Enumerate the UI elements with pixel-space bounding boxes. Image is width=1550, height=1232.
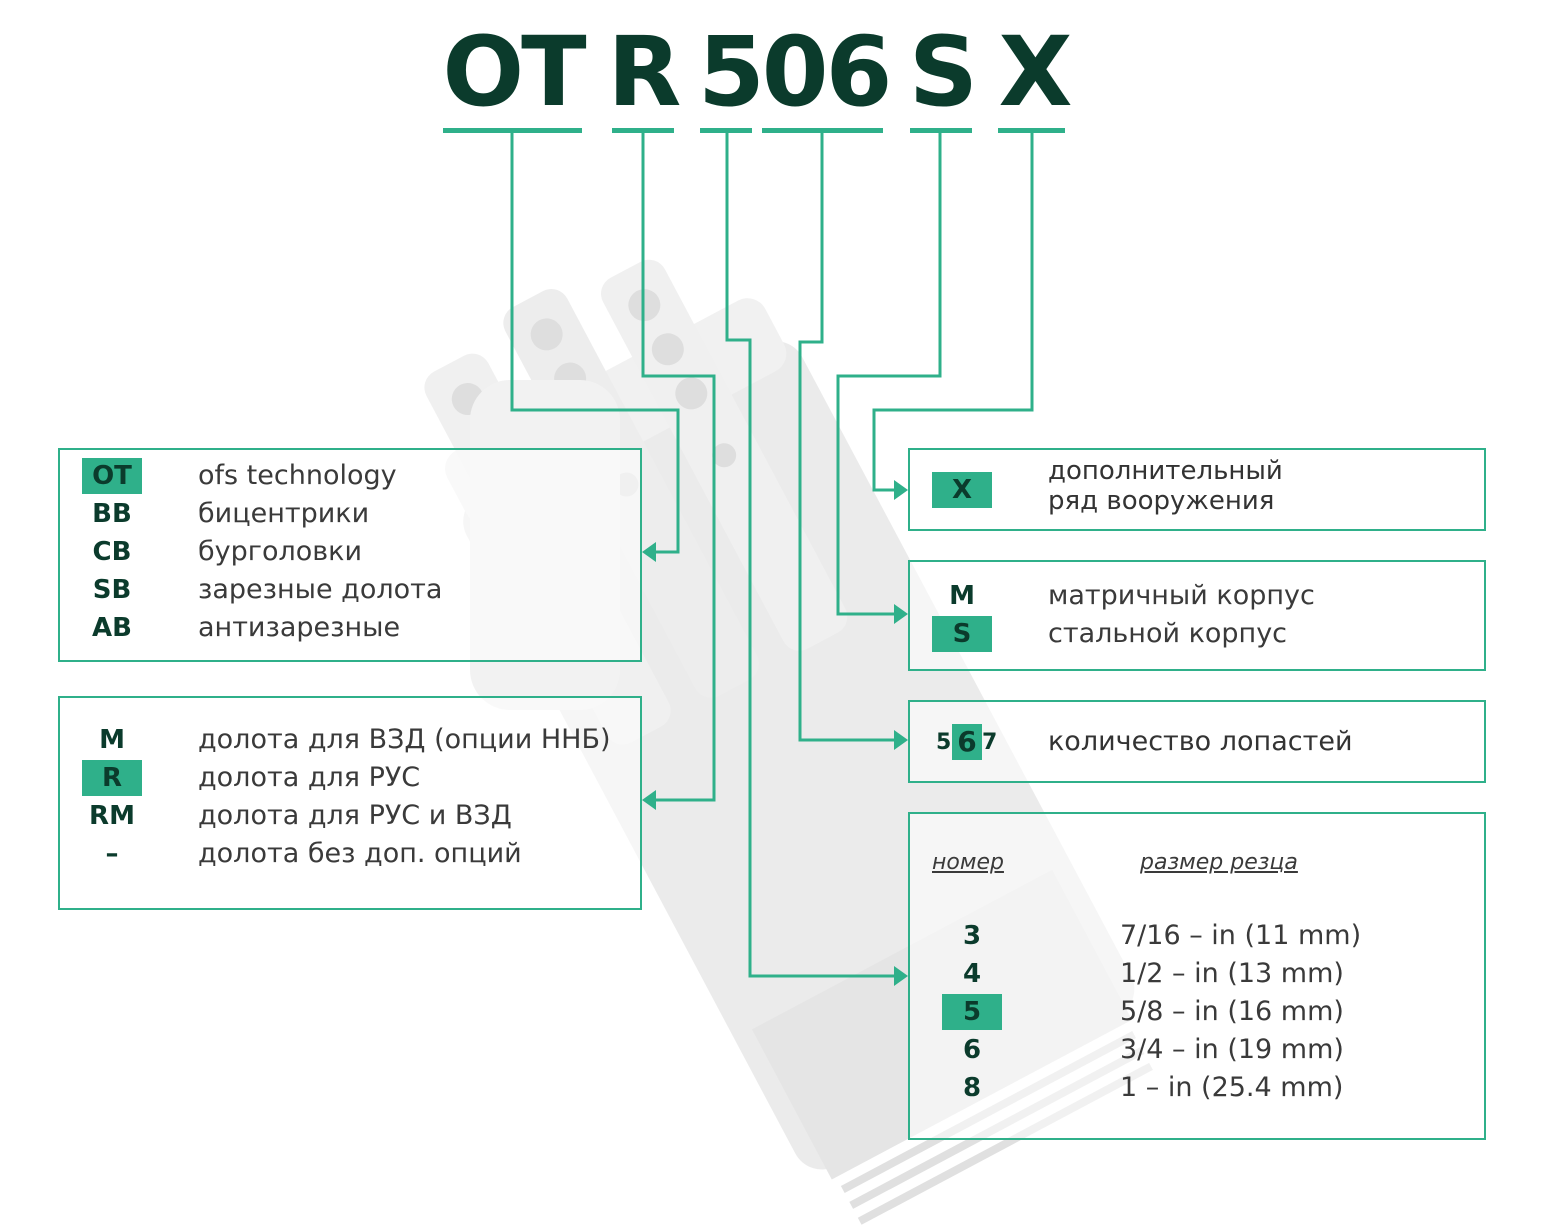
type-code: R — [82, 760, 142, 796]
cutter-size: 1/2 – in (13 mm) — [1120, 958, 1344, 989]
extra-code: X — [932, 472, 992, 508]
cutter-row — [942, 956, 1462, 992]
arrow-ot — [642, 542, 656, 562]
cutter-row — [942, 994, 1462, 1030]
header-size: размер резца — [1140, 850, 1298, 875]
prefix-desc: антизарезные — [198, 612, 401, 643]
cutter-size: 7/16 – in (11 mm) — [1120, 920, 1362, 951]
blades-box — [908, 700, 1486, 783]
code-part-r: R — [607, 16, 679, 128]
cutter-code: 3 — [962, 921, 982, 951]
arrow-blades — [894, 730, 908, 750]
body-desc: матричный корпус — [1048, 580, 1315, 611]
type-desc: долота для РУС и ВЗД — [198, 800, 512, 831]
prefix-row — [82, 458, 622, 494]
prefix-row — [82, 534, 622, 570]
cutter-size: 1 – in (25.4 mm) — [1120, 1072, 1344, 1103]
arrow-r — [642, 790, 656, 810]
type-row — [82, 836, 622, 872]
prefix-row — [82, 572, 622, 608]
blade-option-5: 5 — [936, 730, 952, 755]
code-part-s: S — [908, 16, 976, 128]
underline-06 — [762, 128, 883, 133]
extra-row-box — [908, 448, 1486, 531]
code-part-x: X — [998, 16, 1070, 128]
cutter-row — [942, 918, 1462, 954]
arrow-x — [894, 480, 908, 500]
cutter-row — [942, 1032, 1462, 1068]
type-code: – — [105, 839, 119, 869]
prefix-row — [82, 496, 622, 532]
blade-option-6: 6 — [952, 724, 982, 760]
type-code: M — [99, 725, 125, 755]
prefix-row — [82, 610, 622, 646]
type-row — [82, 722, 622, 758]
prefix-code: BB — [92, 499, 132, 529]
body-desc: стальной корпус — [1048, 618, 1288, 649]
connector-5 — [727, 133, 900, 976]
cutter-size: 3/4 – in (19 mm) — [1120, 1034, 1344, 1065]
code-part-ot: OT — [442, 16, 584, 128]
cutter-code: 8 — [962, 1073, 982, 1103]
type-row — [82, 798, 622, 834]
type-row — [82, 760, 622, 796]
cutter-box — [908, 812, 1486, 1140]
underline-r — [612, 128, 674, 133]
prefix-code: OT — [82, 458, 142, 494]
underline-x — [998, 128, 1065, 133]
type-box — [58, 696, 642, 910]
underline-s — [910, 128, 972, 133]
cutter-row — [942, 1070, 1462, 1106]
connector-06 — [800, 133, 900, 740]
body-code: M — [949, 581, 975, 611]
connector-x — [874, 133, 1032, 490]
underline-ot — [443, 128, 582, 133]
header-number: номер — [932, 850, 1004, 875]
extra-desc-line2: ряд вооружения — [1048, 486, 1275, 516]
body-code: S — [932, 616, 992, 652]
cutter-size: 5/8 – in (16 mm) — [1120, 996, 1344, 1027]
body-row — [932, 616, 1462, 652]
extra-desc-line1: дополнительный — [1048, 456, 1283, 486]
prefix-code: CB — [92, 537, 132, 567]
cutter-code: 4 — [962, 959, 982, 989]
prefix-code: SB — [92, 575, 132, 605]
type-code: RM — [89, 801, 135, 831]
connector-s — [838, 133, 940, 614]
prefix-desc: бурголовки — [198, 536, 363, 567]
type-desc: долота для РУС — [198, 762, 421, 793]
prefix-desc: зарезные долота — [198, 574, 443, 605]
body-row — [932, 578, 1462, 614]
prefix-box — [58, 448, 642, 662]
arrow-s — [894, 604, 908, 624]
body-box — [908, 560, 1486, 671]
cutter-code: 6 — [962, 1035, 982, 1065]
code-part-506: 506 — [698, 16, 890, 128]
blade-option-7: 7 — [982, 730, 998, 755]
cutter-code: 5 — [942, 994, 1002, 1030]
prefix-code: AB — [92, 613, 132, 643]
blades-desc: количество лопастей — [1048, 726, 1353, 757]
type-desc: долота без доп. опций — [198, 838, 522, 869]
type-desc: долота для ВЗД (опции ННБ) — [198, 724, 611, 755]
prefix-desc: ofs technology — [198, 460, 397, 491]
underline-5 — [700, 128, 752, 133]
arrow-cutter — [894, 966, 908, 986]
prefix-desc: бицентрики — [198, 498, 370, 529]
